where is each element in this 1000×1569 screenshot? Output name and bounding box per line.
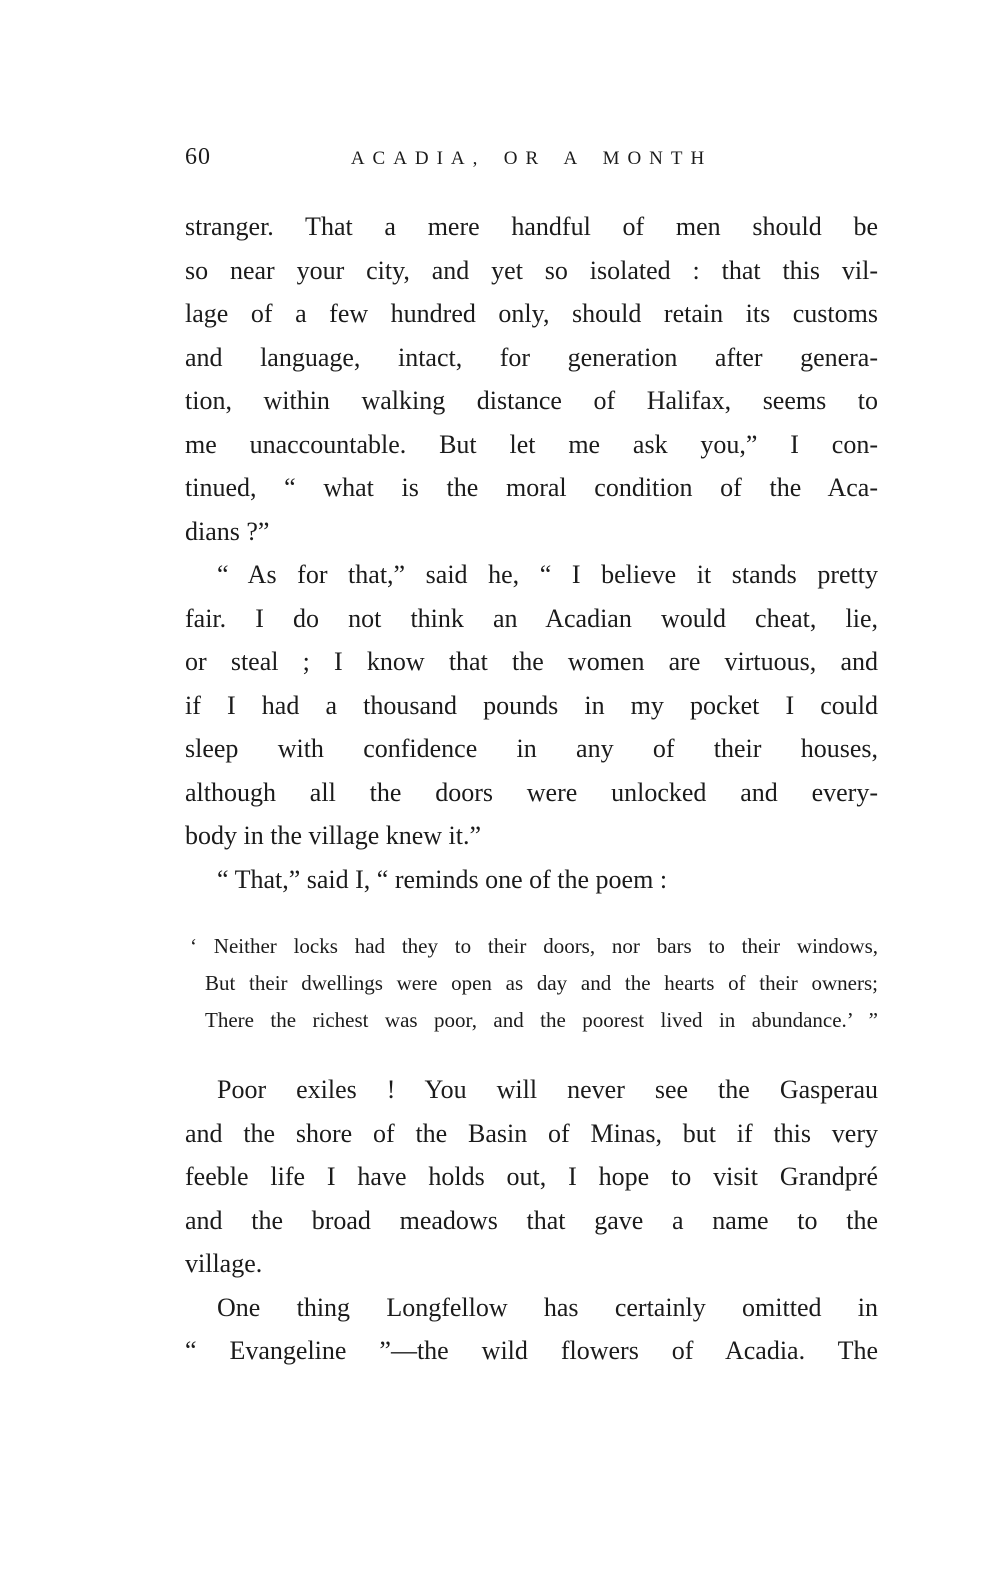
text-line: dians ?” <box>185 516 270 546</box>
text-line: body in the village knew it.” <box>185 821 482 850</box>
text-line: fair. I do not think an Acadian would cheat, lie, <box>185 603 878 633</box>
text-line: stranger. That a mere handful of men should be <box>185 212 878 241</box>
text-line: One thing Longfellow has certainly omitted in <box>217 1292 878 1322</box>
text-line: village. <box>185 1249 263 1278</box>
poem-line: ‘ Neither locks had they to their doors, nor bars to their windows, <box>190 934 878 958</box>
text-line: Poor exiles ! You will never see the Gasperau <box>217 1075 878 1104</box>
page-number: 60 <box>185 144 211 170</box>
text-line: feeble life I have holds out, I hope to visit Grandpré <box>185 1162 878 1191</box>
text-line: so near your city, and yet so isolated : that this vil- <box>185 255 878 285</box>
paragraph-3 <box>185 858 878 902</box>
text-line: and language, intact, for generation after genera- <box>185 342 878 372</box>
page-header <box>185 142 878 178</box>
text-line: “ Evangeline ”—the wild flowers of Acadia. The <box>185 1336 878 1365</box>
text-line: or steal ; I know that the women are virtuous, and <box>185 647 878 676</box>
text-line: tion, within walking distance of Halifax, seems to <box>185 386 878 415</box>
text-line: lage of a few hundred only, should retain its customs <box>185 299 878 328</box>
page-body <box>185 205 878 1373</box>
poem-quote <box>185 928 878 1039</box>
text-line: and the shore of the Basin of Minas, but if this very <box>185 1118 878 1148</box>
paragraph-4 <box>185 1068 878 1286</box>
paragraph-5 <box>185 1286 878 1373</box>
paragraph-2 <box>185 553 878 858</box>
text-line: “ That,” said I, “ reminds one of the poem : <box>217 864 668 894</box>
text-line: tinued, “ what is the moral condition of the Aca- <box>185 473 878 502</box>
running-header: ACADIA, OR A MONTH <box>350 148 713 169</box>
text-line: although all the doors were unlocked and every- <box>185 777 878 807</box>
poem-line: There the richest was poor, and the poorest lived in abundance.’ ” <box>205 1008 878 1032</box>
poem-line: But their dwellings were open as day and the hearts of their owners; <box>205 971 878 995</box>
text-line: me unaccountable. But let me ask you,” I con- <box>185 429 878 459</box>
text-line: “ As for that,” said he, “ I believe it stands pretty <box>217 560 878 589</box>
text-line: if I had a thousand pounds in my pocket I could <box>185 690 878 720</box>
text-line: sleep with confidence in any of their houses, <box>185 734 878 763</box>
paragraph-1 <box>185 205 878 553</box>
text-line: and the broad meadows that gave a name to the <box>185 1205 878 1235</box>
